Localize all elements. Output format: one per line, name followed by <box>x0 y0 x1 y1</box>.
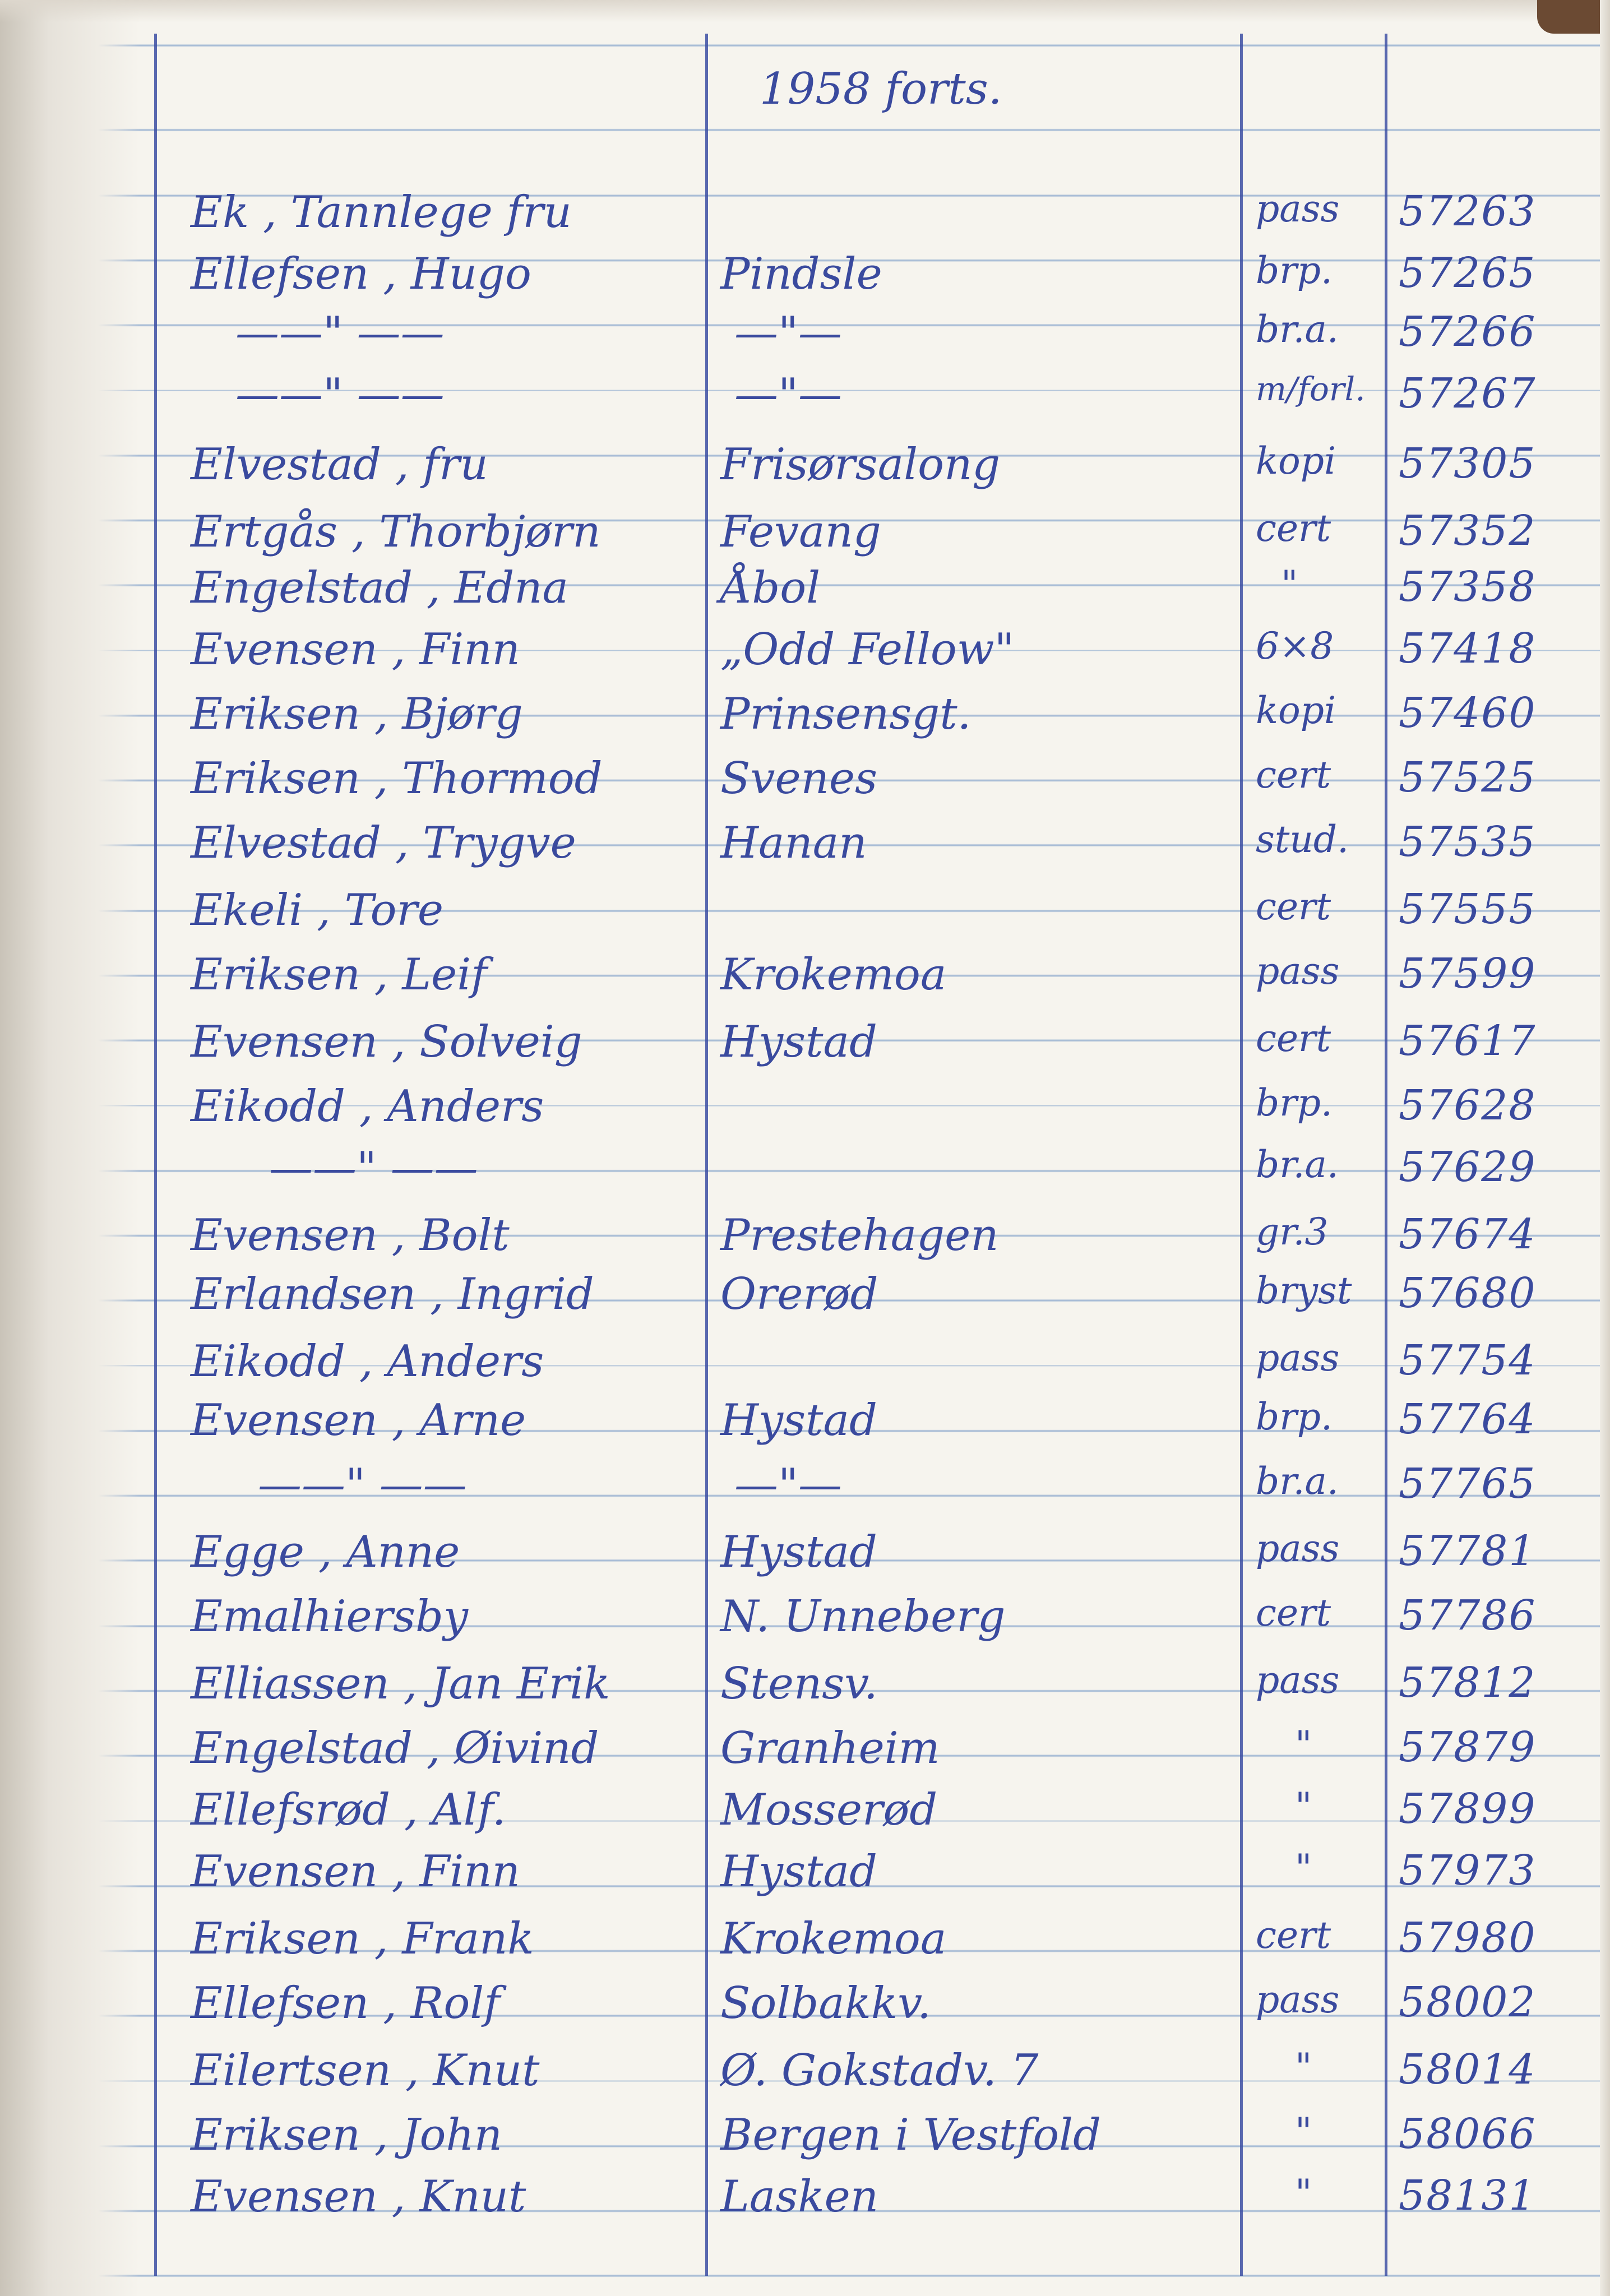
row-32-name: Evensen , Knut <box>191 2172 526 2222</box>
row-14-place: Hystad <box>720 1017 877 1067</box>
row-32-number: 58131 <box>1399 2172 1537 2220</box>
row-22-place: Hystad <box>720 1527 877 1577</box>
row-28-type: cert <box>1256 1914 1331 1957</box>
row-9-name: Eriksen , Bjørg <box>191 689 523 739</box>
row-31-number: 58066 <box>1399 2110 1537 2158</box>
row-9-number: 57460 <box>1399 689 1537 737</box>
row-29-name: Ellefsen , Rolf <box>191 1978 501 2029</box>
row-18-place: Orerød <box>720 1269 878 1320</box>
row-4-name: ——" —— <box>235 369 445 420</box>
page-right-edge <box>1600 0 1610 2296</box>
row-8-number: 57418 <box>1399 624 1537 673</box>
row-10-type: cert <box>1256 753 1331 797</box>
row-14-type: cert <box>1256 1017 1331 1060</box>
row-30-number: 58014 <box>1399 2045 1537 2094</box>
row-21-type: br.a. <box>1256 1460 1339 1503</box>
row-29-place: Solbakkv. <box>720 1978 931 2029</box>
row-5-name: Elvestad , fru <box>191 439 488 490</box>
row-21-number: 57765 <box>1399 1460 1537 1508</box>
row-20-number: 57764 <box>1399 1395 1537 1443</box>
row-9-place: Prinsensgt. <box>720 689 971 739</box>
page-top-edge <box>0 0 1610 22</box>
row-7-place: Åbol <box>720 563 821 613</box>
row-7-name: Engelstad , Edna <box>191 563 569 613</box>
row-8-place: „Odd Fellow" <box>720 624 1015 675</box>
row-15-number: 57628 <box>1399 1081 1537 1130</box>
row-17-place: Prestehagen <box>720 1210 999 1261</box>
row-25-name: Engelstad , Øivind <box>191 1723 599 1774</box>
row-7-type: " <box>1281 563 1298 606</box>
row-1-name: Ek , Tannlege fru <box>191 187 572 238</box>
row-13-place: Krokemoa <box>720 950 947 1000</box>
row-16-type: br.a. <box>1256 1143 1339 1186</box>
row-15-type: brp. <box>1256 1081 1333 1124</box>
row-12-type: cert <box>1256 885 1331 928</box>
row-27-number: 57973 <box>1399 1846 1537 1895</box>
row-27-name: Evensen , Finn <box>191 1846 520 1897</box>
row-8-type: 6×8 <box>1256 624 1334 668</box>
row-24-number: 57812 <box>1399 1659 1537 1707</box>
row-2-place: Pindsle <box>720 249 882 299</box>
row-22-name: Egge , Anne <box>191 1527 460 1577</box>
row-12-name: Ekeli , Tore <box>191 885 444 936</box>
row-17-type: gr.3 <box>1256 1210 1329 1253</box>
row-5-number: 57305 <box>1399 439 1537 488</box>
corner-binding-tab <box>1537 0 1610 34</box>
row-5-place: Frisørsalong <box>720 439 1001 490</box>
row-2-type: brp. <box>1256 249 1333 292</box>
row-20-type: brp. <box>1256 1395 1333 1438</box>
row-29-number: 58002 <box>1399 1978 1537 2026</box>
row-23-place: N. Unneberg <box>720 1591 1006 1642</box>
row-30-type: " <box>1295 2045 1312 2089</box>
row-25-type: " <box>1295 1723 1312 1766</box>
row-11-number: 57535 <box>1399 818 1537 866</box>
row-25-number: 57879 <box>1399 1723 1537 1771</box>
row-3-name: ——" —— <box>235 308 445 358</box>
row-27-type: " <box>1295 1846 1312 1890</box>
row-6-place: Fevang <box>720 507 881 557</box>
row-16-name: ——" —— <box>269 1143 478 1193</box>
row-4-place: —"— <box>734 369 842 420</box>
binding-shadow <box>0 0 140 2296</box>
row-14-name: Evensen , Solveig <box>191 1017 582 1067</box>
row-16-number: 57629 <box>1399 1143 1537 1191</box>
row-10-name: Eriksen , Thormod <box>191 753 603 804</box>
row-3-number: 57266 <box>1399 308 1537 356</box>
row-2-name: Ellefsen , Hugo <box>191 249 531 299</box>
row-11-name: Elvestad , Trygve <box>191 818 576 868</box>
row-6-number: 57352 <box>1399 507 1537 555</box>
row-17-number: 57674 <box>1399 1210 1537 1258</box>
page-heading: 1958 forts. <box>760 64 1002 114</box>
row-26-type: " <box>1295 1785 1312 1828</box>
row-11-type: stud. <box>1256 818 1349 861</box>
row-26-place: Mosserød <box>720 1785 938 1835</box>
row-5-type: kopi <box>1256 439 1336 483</box>
row-24-name: Elliassen , Jan Erik <box>191 1659 610 1709</box>
row-19-number: 57754 <box>1399 1336 1537 1385</box>
column-rule-place <box>705 34 708 2276</box>
row-22-type: pass <box>1256 1527 1340 1570</box>
column-rule-number <box>1385 34 1387 2276</box>
row-18-number: 57680 <box>1399 1269 1537 1317</box>
row-32-place: Lasken <box>720 2172 878 2222</box>
row-7-number: 57358 <box>1399 563 1537 611</box>
row-3-place: —"— <box>734 308 842 358</box>
row-31-type: " <box>1295 2110 1312 2153</box>
row-32-type: " <box>1295 2172 1312 2215</box>
row-21-place: —"— <box>734 1460 842 1510</box>
row-26-name: Ellefsrød , Alf. <box>191 1785 506 1835</box>
row-23-name: Emalhiersby <box>191 1591 469 1642</box>
row-26-number: 57899 <box>1399 1785 1537 1833</box>
row-28-number: 57980 <box>1399 1914 1537 1962</box>
row-21-name: ——" —— <box>258 1460 467 1510</box>
row-27-place: Hystad <box>720 1846 877 1897</box>
row-3-type: br.a. <box>1256 308 1339 351</box>
row-4-type: m/forl. <box>1256 370 1366 408</box>
row-30-name: Eilertsen , Knut <box>191 2045 540 2096</box>
column-rule-type <box>1240 34 1243 2276</box>
row-17-name: Evensen , Bolt <box>191 1210 510 1261</box>
row-22-number: 57781 <box>1399 1527 1537 1575</box>
row-15-name: Eikodd , Anders <box>191 1081 544 1132</box>
row-1-number: 57263 <box>1399 187 1537 235</box>
row-2-number: 57265 <box>1399 249 1537 297</box>
row-14-number: 57617 <box>1399 1017 1537 1065</box>
row-24-place: Stensv. <box>720 1659 878 1709</box>
row-29-type: pass <box>1256 1978 1340 2021</box>
row-24-type: pass <box>1256 1659 1340 1702</box>
row-30-place: Ø. Gokstadv. 7 <box>720 2045 1039 2096</box>
row-1-type: pass <box>1256 187 1340 230</box>
row-18-name: Erlandsen , Ingrid <box>191 1269 594 1320</box>
row-13-number: 57599 <box>1399 950 1537 998</box>
row-23-type: cert <box>1256 1591 1331 1635</box>
row-13-type: pass <box>1256 950 1340 993</box>
row-19-name: Eikodd , Anders <box>191 1336 544 1387</box>
row-31-place: Bergen i Vestfold <box>720 2110 1102 2160</box>
row-11-place: Hanan <box>720 818 867 868</box>
row-28-place: Krokemoa <box>720 1914 947 1964</box>
row-18-type: bryst <box>1256 1269 1352 1312</box>
row-4-number: 57267 <box>1399 369 1537 418</box>
row-6-name: Ertgås , Thorbjørn <box>191 507 601 557</box>
row-28-name: Eriksen , Frank <box>191 1914 534 1964</box>
row-9-type: kopi <box>1256 689 1336 732</box>
row-25-place: Granheim <box>720 1723 940 1774</box>
row-31-name: Eriksen , John <box>191 2110 502 2160</box>
row-6-type: cert <box>1256 507 1331 550</box>
row-20-name: Evensen , Arne <box>191 1395 526 1446</box>
margin-rule <box>154 34 157 2276</box>
row-8-name: Evensen , Finn <box>191 624 520 675</box>
row-12-number: 57555 <box>1399 885 1537 933</box>
row-13-name: Eriksen , Leif <box>191 950 488 1000</box>
row-23-number: 57786 <box>1399 1591 1537 1640</box>
row-10-place: Svenes <box>720 753 878 804</box>
row-19-type: pass <box>1256 1336 1340 1380</box>
row-20-place: Hystad <box>720 1395 877 1446</box>
row-10-number: 57525 <box>1399 753 1537 802</box>
